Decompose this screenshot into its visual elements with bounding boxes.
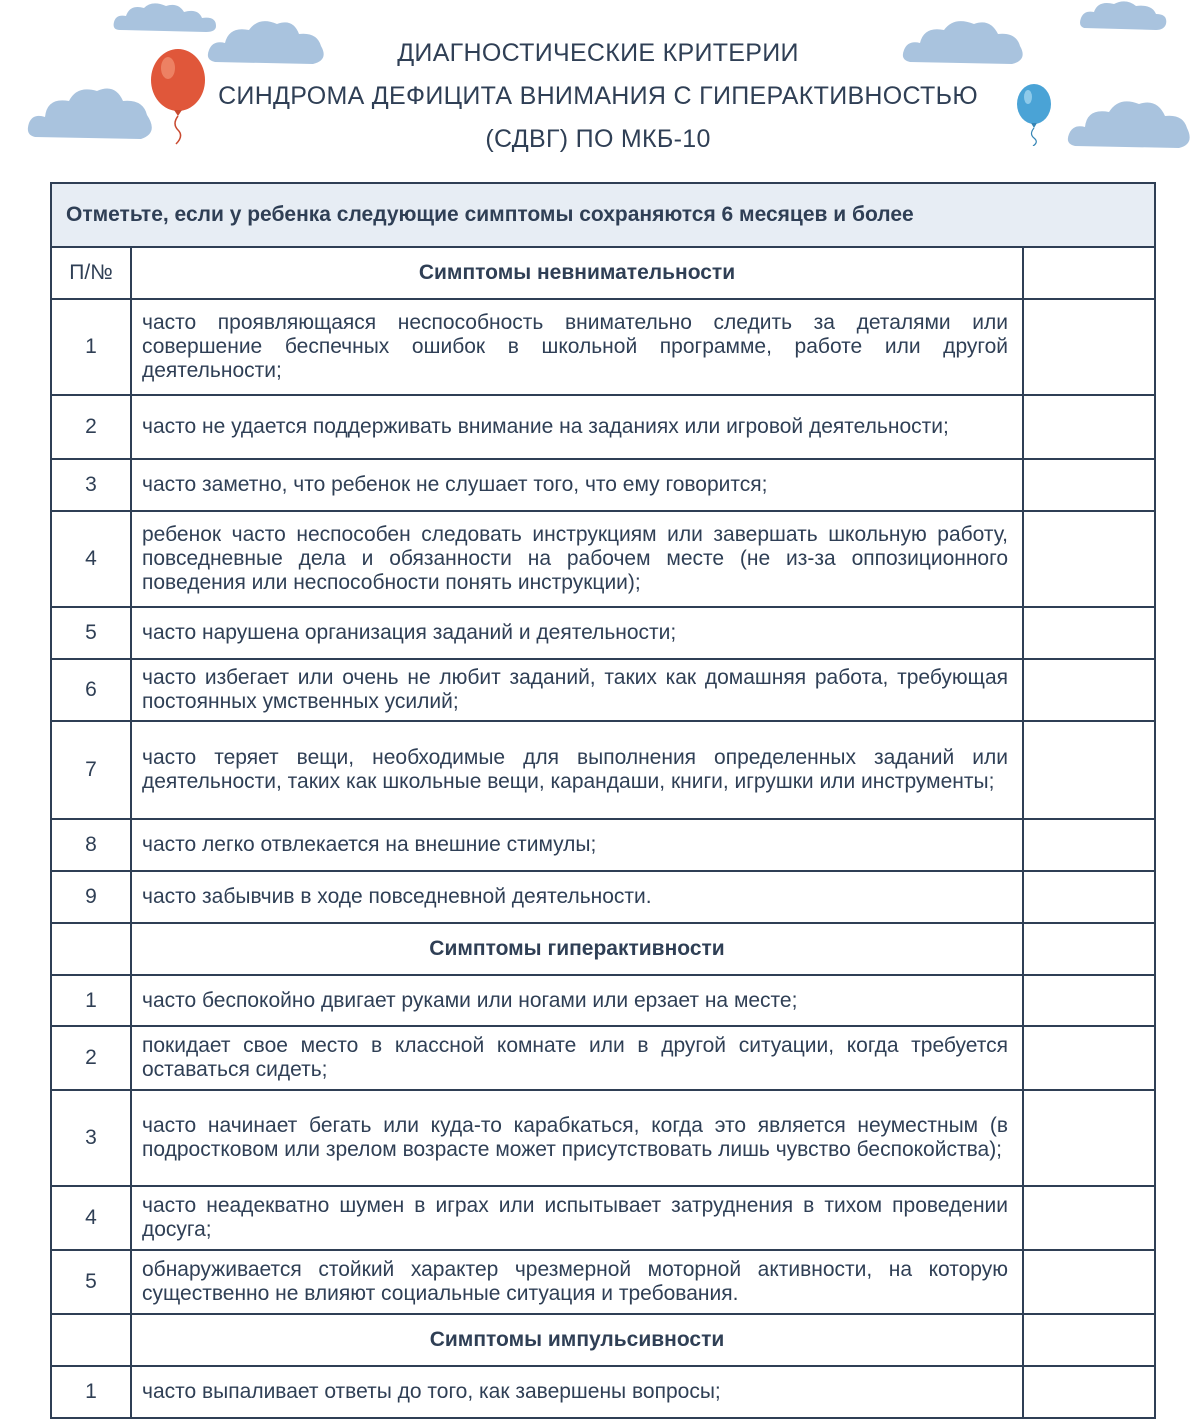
check-cell[interactable]: [1023, 1026, 1155, 1090]
check-cell[interactable]: [1023, 721, 1155, 819]
cloud-top-right: [1078, 0, 1170, 32]
symptom-text: часто заметно, что ребенок не слушает того, что ему говорится;: [131, 459, 1023, 511]
check-cell[interactable]: [1023, 1186, 1155, 1250]
table-row: [51, 1026, 1155, 1090]
row-number: 7: [51, 721, 131, 819]
criteria-table: [50, 182, 1156, 1419]
symptom-text: часто не удается поддерживать внимание на заданиях или игровой деятельности;: [131, 395, 1023, 459]
title-line-2: СИНДРОМА ДЕФИЦИТА ВНИМАНИЯ С ГИПЕРАКТИВНОСТЬЮ: [218, 82, 978, 110]
symptom-text: часто начинает бегать или куда-то карабкаться, когда это является неуместным (в подростковом или зрелом возрасте может присутствовать лишь чувство беспокойства);: [131, 1090, 1023, 1186]
section-title-hyperactivity: Симптомы гиперактивности: [131, 923, 1023, 975]
symptom-text: часто легко отвлекается на внешние стимулы;: [131, 819, 1023, 871]
row-number: 8: [51, 819, 131, 871]
section-header-row: [51, 923, 1155, 975]
number-column-header: П/№: [51, 247, 131, 299]
check-cell[interactable]: [1023, 299, 1155, 395]
empty-number-cell: [51, 923, 131, 975]
table-row: [51, 299, 1155, 395]
section-header-row: [51, 247, 1155, 299]
symptom-text: часто беспокойно двигает руками или ногами или ерзает на месте;: [131, 975, 1023, 1026]
instruction-row: [51, 183, 1155, 247]
symptom-text: часто избегает или очень не любит заданий, таких как домашняя работа, требующая постоянных умственных усилий;: [131, 659, 1023, 721]
table-row: [51, 459, 1155, 511]
table-row: [51, 819, 1155, 871]
symptom-text: ребенок часто неспособен следовать инструкциям или завершать школьную работу, повседневные дела и обязанности на рабочем месте (не из-за оппозиционного поведения или неспособности понять инструкции);: [131, 511, 1023, 607]
symptom-text: обнаруживается стойкий характер чрезмерной моторной активности, на которую существенно не влияют социальные ситуация и требования.: [131, 1250, 1023, 1314]
symptom-text: часто выпаливает ответы до того, как завершены вопросы;: [131, 1366, 1023, 1418]
row-number: 6: [51, 659, 131, 721]
row-number: 5: [51, 607, 131, 659]
title-line-1: ДИАГНОСТИЧЕСКИЕ КРИТЕРИИ: [397, 39, 799, 67]
empty-number-cell: [51, 1314, 131, 1366]
title-line-3: (СДВГ) ПО МКБ-10: [485, 125, 711, 153]
check-cell[interactable]: [1023, 975, 1155, 1026]
symptom-text: часто теряет вещи, необходимые для выполнения определенных заданий или деятельности, таких как школьные вещи, карандаши, книги, игрушки или инструменты;: [131, 721, 1023, 819]
table-row: [51, 1250, 1155, 1314]
check-cell[interactable]: [1023, 459, 1155, 511]
section-header-row: [51, 1314, 1155, 1366]
symptom-text: покидает свое место в классной комнате или в другой ситуации, когда требуется оставаться сидеть;: [131, 1026, 1023, 1090]
check-cell[interactable]: [1023, 659, 1155, 721]
row-number: 2: [51, 1026, 131, 1090]
table-row: [51, 975, 1155, 1026]
row-number: 9: [51, 871, 131, 923]
table-row: [51, 1186, 1155, 1250]
row-number: 5: [51, 1250, 131, 1314]
instruction-text: Отметьте, если у ребенка следующие симптомы сохраняются 6 месяцев и более: [51, 183, 1155, 247]
check-cell[interactable]: [1023, 1366, 1155, 1418]
symptom-text: часто неадекватно шумен в играх или испытывает затруднения в тихом проведении досуга;: [131, 1186, 1023, 1250]
check-cell[interactable]: [1023, 819, 1155, 871]
check-cell[interactable]: [1023, 923, 1155, 975]
row-number: 1: [51, 975, 131, 1026]
symptom-text: часто забывчив в ходе повседневной деятельности.: [131, 871, 1023, 923]
page-title: [0, 32, 1196, 161]
symptom-text: часто проявляющаяся неспособность внимательно следить за деталями или совершение беспечных ошибок в школьной программе, работе или другой деятельности;: [131, 299, 1023, 395]
check-cell[interactable]: [1023, 1090, 1155, 1186]
table-row: [51, 871, 1155, 923]
check-cell[interactable]: [1023, 871, 1155, 923]
check-cell[interactable]: [1023, 247, 1155, 299]
row-number: 4: [51, 511, 131, 607]
table-row: [51, 395, 1155, 459]
symptom-text: часто нарушена организация заданий и деятельности;: [131, 607, 1023, 659]
row-number: 3: [51, 459, 131, 511]
table-row: [51, 607, 1155, 659]
table-row: [51, 659, 1155, 721]
check-cell[interactable]: [1023, 395, 1155, 459]
table-row: [51, 1366, 1155, 1418]
check-cell[interactable]: [1023, 511, 1155, 607]
table-row: [51, 721, 1155, 819]
check-cell[interactable]: [1023, 1250, 1155, 1314]
section-title-inattention: Симптомы невнимательности: [131, 247, 1023, 299]
row-number: 3: [51, 1090, 131, 1186]
check-cell[interactable]: [1023, 607, 1155, 659]
row-number: 1: [51, 1366, 131, 1418]
table-row: [51, 511, 1155, 607]
section-title-impulsivity: Симптомы импульсивности: [131, 1314, 1023, 1366]
table-row: [51, 1090, 1155, 1186]
row-number: 1: [51, 299, 131, 395]
check-cell[interactable]: [1023, 1314, 1155, 1366]
row-number: 4: [51, 1186, 131, 1250]
row-number: 2: [51, 395, 131, 459]
